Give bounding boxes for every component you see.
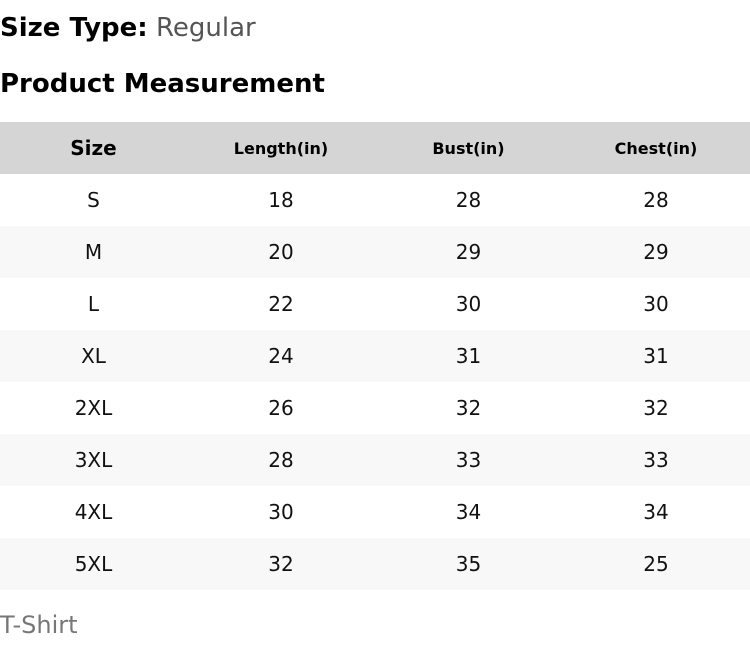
measurement-table	[0, 122, 750, 590]
cell-size: 2XL	[74, 396, 113, 420]
cell-bust: 28	[455, 188, 482, 212]
product-type-note: T-Shirt	[0, 611, 78, 639]
section-title: Product Measurement	[0, 69, 325, 99]
cell-size: 3XL	[74, 448, 113, 472]
cell-chest: 25	[643, 552, 669, 576]
cell-length: 28	[268, 448, 294, 472]
cell-size: XL	[81, 344, 106, 368]
cell-size: S	[87, 188, 100, 212]
column-header-length: Length(in)	[233, 138, 329, 158]
cell-bust: 31	[455, 344, 482, 368]
cell-chest: 34	[643, 500, 669, 524]
cell-bust: 34	[455, 500, 482, 524]
cell-bust: 29	[455, 240, 482, 264]
cell-bust: 33	[455, 448, 482, 472]
table-row	[0, 486, 750, 538]
cell-length: 30	[268, 500, 294, 524]
cell-bust: 30	[455, 292, 482, 316]
cell-length: 26	[268, 396, 294, 420]
cell-chest: 28	[643, 188, 669, 212]
cell-bust: 35	[455, 552, 482, 576]
table-row	[0, 330, 750, 382]
cell-size: 5XL	[74, 552, 113, 576]
cell-chest: 29	[643, 240, 669, 264]
cell-length: 18	[268, 188, 294, 212]
column-header-bust: Bust(in)	[432, 138, 505, 158]
table-row	[0, 226, 750, 278]
cell-chest: 33	[643, 448, 669, 472]
cell-length: 24	[268, 344, 294, 368]
cell-size: 4XL	[74, 500, 113, 524]
cell-chest: 31	[643, 344, 669, 368]
cell-chest: 30	[643, 292, 669, 316]
cell-size: M	[84, 240, 103, 264]
cell-chest: 32	[643, 396, 669, 420]
column-header-chest: Chest(in)	[614, 138, 698, 158]
table-header-row	[0, 122, 750, 174]
table-row	[0, 174, 750, 226]
cell-length: 22	[268, 292, 294, 316]
size-type-label: Size Type:	[0, 13, 148, 43]
table-row	[0, 278, 750, 330]
table-row	[0, 434, 750, 486]
column-header-size: Size	[70, 136, 117, 160]
cell-length: 32	[268, 552, 294, 576]
cell-bust: 32	[455, 396, 482, 420]
table-row	[0, 382, 750, 434]
table-row	[0, 538, 750, 590]
size-type-line	[0, 10, 256, 46]
cell-size: L	[87, 292, 100, 316]
size-type-value: Regular	[155, 13, 256, 43]
cell-length: 20	[268, 240, 294, 264]
